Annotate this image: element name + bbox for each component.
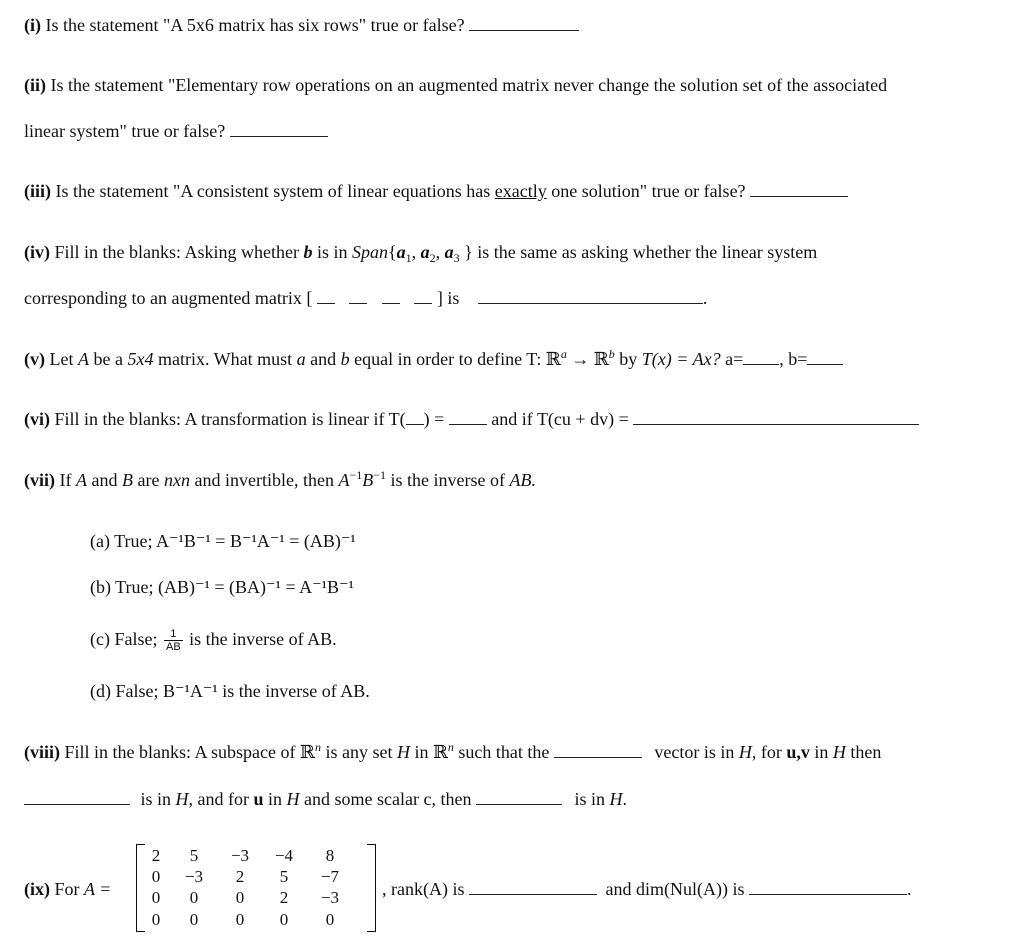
matrix-cell: 8 xyxy=(325,846,335,865)
choice-c[interactable]: (c) False; $\frac{1}{AB}$ is the inverse of AB. xyxy=(90,628,337,654)
q4-blank-2[interactable] xyxy=(349,287,367,304)
q4-b: b xyxy=(303,242,313,262)
q3-underlined: exactly xyxy=(494,181,547,201)
q4-blank-3[interactable] xyxy=(382,287,400,304)
matrix-cell: −3 xyxy=(320,888,340,907)
q6-blank-2[interactable] xyxy=(633,408,919,425)
matrix-cell: −3 xyxy=(184,867,204,886)
question-9-label: (ix) For A = xyxy=(24,879,112,899)
matrix-a xyxy=(136,844,376,932)
q4-span: Span xyxy=(352,242,389,262)
q6-blank-1[interactable] xyxy=(449,408,487,425)
q2-label: (ii) xyxy=(24,75,46,95)
question-7: (vii) If A and B are nxn and invertible, then $A^{-1}B^{-1}$ is the inverse of AB. xyxy=(24,468,536,490)
matrix-cell: 0 xyxy=(151,910,161,929)
q4-label: (iv) xyxy=(24,242,50,262)
q5-b-blank[interactable] xyxy=(807,348,843,365)
q8-blank-1[interactable] xyxy=(554,741,642,758)
matrix-cell: −7 xyxy=(320,867,340,886)
question-3 xyxy=(24,180,848,202)
q6-arg-blank[interactable] xyxy=(406,408,424,425)
q4-close: ] is xyxy=(436,288,460,308)
question-6: (vi) Fill in the blanks: A transformation is linear if T( ) = and if T(cu + dv) = xyxy=(24,408,919,430)
q9-label: (ix) xyxy=(24,879,50,899)
matrix-cell: −3 xyxy=(230,846,250,865)
matrix-cell: 2 xyxy=(235,867,245,886)
q9-dim-blank[interactable] xyxy=(749,878,907,895)
matrix-cell: 0 xyxy=(189,910,199,929)
matrix-right-bracket xyxy=(367,844,376,932)
q4-text-b: is in xyxy=(317,242,348,262)
question-4-line2: corresponding to an augmented matrix [ ] is . xyxy=(24,288,708,308)
matrix-cell: 2 xyxy=(279,888,289,907)
matrix-cell: 0 xyxy=(235,888,245,907)
question-2-line2 xyxy=(24,120,328,142)
q3-label: (iii) xyxy=(24,181,51,201)
q4-blank-5[interactable] xyxy=(478,287,703,304)
question-9-rest: , rank(A) is and dim(Nul(A)) is . xyxy=(382,879,912,899)
q6-label: (vi) xyxy=(24,409,50,429)
question-1 xyxy=(24,14,579,36)
q1-label: (i) xyxy=(24,15,41,35)
q4-text-a: Fill in the blanks: Asking whether xyxy=(54,242,299,262)
q8-blank-2[interactable] xyxy=(24,788,130,805)
question-5: (v) Let A be a 5x4 matrix. What must a and b equal in order to define T: ℝ$^a$ → ℝ$^b$ by T(x) = Ax? a= , b= xyxy=(24,348,843,370)
choice-b[interactable]: (b) True; (AB)⁻¹ = (BA)⁻¹ = A⁻¹B⁻¹ xyxy=(90,577,354,597)
q8-blank-3[interactable] xyxy=(476,788,562,805)
matrix-cell: 5 xyxy=(279,867,289,886)
fraction-1-over-ab: $\frac{1}{AB}$ xyxy=(165,628,181,654)
matrix-cell: 0 xyxy=(151,867,161,886)
q2-text-2: linear system" true or false? xyxy=(24,121,226,141)
q4-text-c: is the same as asking whether the linear system xyxy=(477,242,818,262)
q8-label: (viii) xyxy=(24,742,60,762)
q5-a-blank[interactable] xyxy=(743,348,779,365)
matrix-cell: 0 xyxy=(279,910,289,929)
q4-blank-1[interactable] xyxy=(317,287,335,304)
matrix-cell: 0 xyxy=(189,888,199,907)
q7-label: (vii) xyxy=(24,470,55,490)
question-8-line1: (viii) Fill in the blanks: A subspace of ℝ$^n$ is any set H in ℝ$^n$ such that the vector is in H, for u,v in H then xyxy=(24,740,882,762)
q2-answer-blank[interactable] xyxy=(230,120,328,137)
question-4-line1: (iv) Fill in the blanks: Asking whether b is in $Span\{a_1$, $a_2$, $a_3$ } is the same as asking whether the linear system xyxy=(24,242,818,265)
q1-text: Is the statement "A 5x6 matrix has six rows" true or false? xyxy=(45,15,465,35)
q4-blank-4[interactable] xyxy=(414,287,432,304)
q4-line2: corresponding to an augmented matrix [ xyxy=(24,288,313,308)
q1-answer-blank[interactable] xyxy=(469,14,579,31)
q9-rank-blank[interactable] xyxy=(469,878,597,895)
choice-a[interactable]: (a) True; A⁻¹B⁻¹ = B⁻¹A⁻¹ = (AB)⁻¹ xyxy=(90,531,356,551)
question-8-line2: is in H, and for u in H and some scalar c, then is in H. xyxy=(24,788,627,810)
question-2-line1 xyxy=(24,74,887,96)
q3-text-a: Is the statement "A consistent system of linear equations has xyxy=(55,181,491,201)
matrix-cell: 5 xyxy=(189,846,199,865)
matrix-cell: 0 xyxy=(235,910,245,929)
q5-label: (v) xyxy=(24,349,45,369)
choice-d[interactable]: (d) False; B⁻¹A⁻¹ is the inverse of AB. xyxy=(90,681,370,701)
matrix-cell: 2 xyxy=(151,846,161,865)
q3-text-b: one solution" true or false? xyxy=(551,181,746,201)
q3-answer-blank[interactable] xyxy=(750,180,848,197)
matrix-cell: 0 xyxy=(151,888,161,907)
q2-text-1: Is the statement "Elementary row operations on an augmented matrix never change the solution set of the associated xyxy=(50,75,888,95)
matrix-cell: 0 xyxy=(325,910,335,929)
matrix-cell: −4 xyxy=(274,846,294,865)
